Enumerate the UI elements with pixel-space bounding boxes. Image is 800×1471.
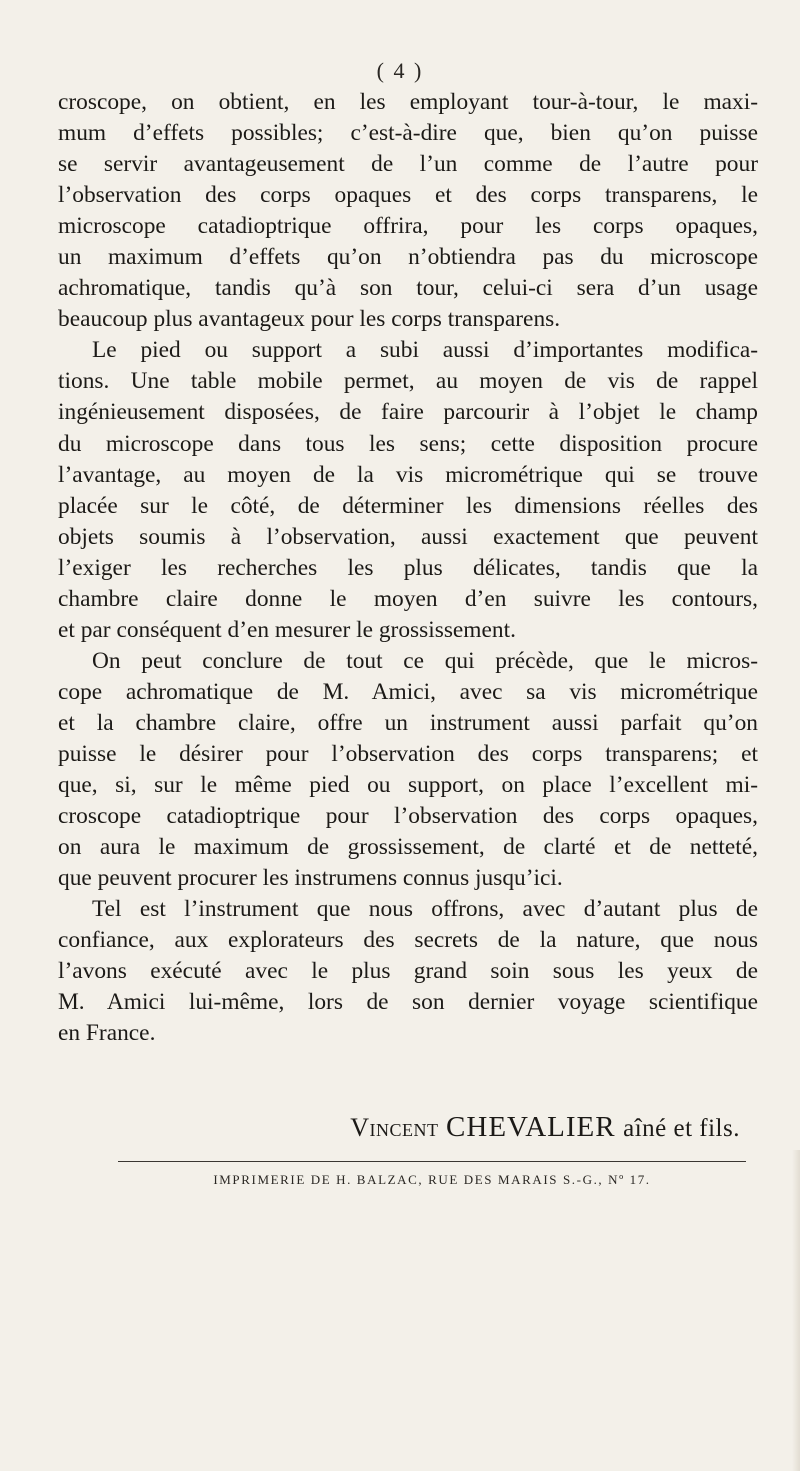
text-line: et par conséquent d’en mesurer le grossissement.: [58, 616, 516, 643]
text-line: confiance, aux explorateurs des secrets de la nature, que nous: [58, 927, 758, 954]
text-line: placée sur le côté, de déterminer les dimensions réelles des: [58, 492, 758, 519]
text-line: Le pied ou support a subi aussi d’importantes modifica-: [92, 337, 758, 364]
text-line: en France.: [58, 1020, 156, 1047]
text-line: tions. Une table mobile permet, au moyen de vis de rappel: [58, 368, 758, 395]
page-edge-shadow: [792, 1150, 800, 1471]
text-body: [58, 87, 758, 1049]
text-line: M. Amici lui-même, lors de son dernier voyage scientifique: [58, 989, 758, 1016]
text-line: que peuvent procurer les instrumens connus jusqu’ici.: [58, 865, 563, 892]
text-line: du microscope dans tous les sens; cette disposition procure: [58, 430, 758, 457]
page-number: ( 4 ): [376, 58, 424, 83]
signature-surname: CHEVALIER: [446, 1111, 616, 1143]
text-line: l’avantage, au moyen de la vis micrométrique qui se trouve: [58, 461, 758, 488]
text-line: croscope catadioptrique pour l’observation des corps opaques,: [58, 803, 758, 830]
text-line: cope achromatique de M. Amici, avec sa vis micrométrique: [58, 678, 758, 705]
signature: [350, 1111, 740, 1144]
text-line: beaucoup plus avantageux pour les corps transparens.: [58, 306, 561, 333]
text-line: l’avons exécuté avec le plus grand soin sous les yeux de: [58, 958, 758, 985]
text-line: microscope catadioptrique offrira, pour les corps opaques,: [58, 213, 758, 240]
text-line: On peut conclure de tout ce qui précède, que le micros-: [92, 647, 758, 674]
text-line: un maximum d’effets qu’on n’obtiendra pas du microscope: [58, 244, 758, 271]
text-line: objets soumis à l’observation, aussi exactement que peuvent: [58, 523, 758, 550]
text-line: mum d’effets possibles; c’est-à-dire que, bien qu’on puisse: [58, 120, 758, 147]
text-line: l’exiger les recherches les plus délicates, tandis que la: [58, 554, 758, 581]
text-line: et la chambre claire, offre un instrument aussi parfait qu’on: [58, 709, 758, 736]
signature-first-name: Vincent: [350, 1113, 439, 1142]
text-line: achromatique, tandis qu’à son tour, celui-ci sera d’un usage: [58, 275, 758, 302]
text-line: se servir avantageusement de l’un comme de l’autre pour: [58, 151, 758, 178]
text-line: Tel est l’instrument que nous offrons, avec d’autant plus de: [92, 896, 758, 923]
imprint-divider: [118, 1161, 746, 1162]
text-line: on aura le maximum de grossissement, de clarté et de netteté,: [58, 834, 758, 861]
text-line: que, si, sur le même pied ou support, on place l’excellent mi-: [58, 772, 758, 799]
signature-suffix: aîné et fils.: [623, 1115, 740, 1142]
printer-imprint: IMPRIMERIE DE H. BALZAC, RUE DES MARAIS S.-G., Nº 17.: [213, 1172, 651, 1187]
text-line: puisse le désirer pour l’observation des corps transparens; et: [58, 740, 758, 767]
text-line: croscope, on obtient, en les employant tour-à-tour, le maxi-: [58, 89, 758, 115]
text-line: ingénieusement disposées, de faire parcourir à l’objet le champ: [58, 399, 758, 426]
text-line: chambre claire donne le moyen d’en suivre les contours,: [58, 585, 758, 612]
text-line: l’observation des corps opaques et des corps transparens, le: [58, 182, 758, 209]
